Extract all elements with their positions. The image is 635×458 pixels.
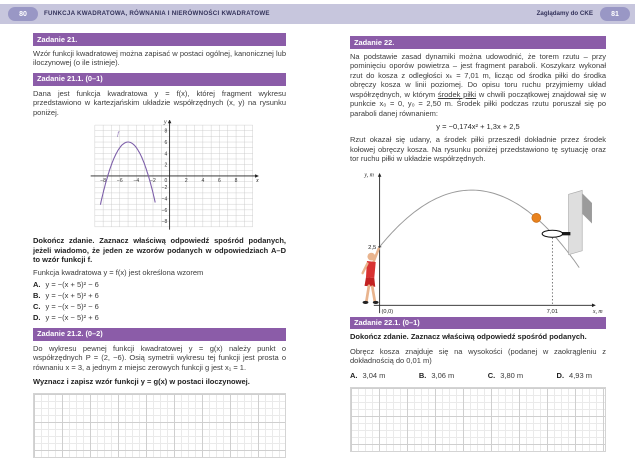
choice-a-label: A. [33,280,41,290]
task-22-intro [350,52,606,119]
svg-text:−8: −8 [100,178,107,185]
task-22-intro-underlined: środek piłki [437,89,477,99]
task-22-intro-2: w chwili początkowej znajdował się w punkcie x₀ = 0, y₀ = 2,50 m. Środek piłki podczas rzutu poruszał się po paraboli danej równaniem: [350,89,607,118]
svg-text:2: 2 [184,178,188,185]
svg-text:4: 4 [201,178,205,185]
svg-text:2: 2 [164,162,168,169]
task-21-1-banner: Zadanie 21.1. (0–1) [33,73,286,86]
task-21-2-banner: Zadanie 21.2. (0–2) [33,328,286,341]
choice-d-label: D. [33,313,41,323]
choice-d-text: 4,93 m [569,371,592,380]
svg-text:−8: −8 [161,219,168,226]
function-graph-svg [89,120,261,234]
task-22-1-stem: Obręcz kosza znajduje się na wysokości (podanej w zaokrągleniu z dokładnością do 0,01 m) [350,346,606,366]
choice-b-label: B. [33,291,41,301]
task-22-intro-1: Na podstawie zasad dynamiki można udowodnić, że torem rzutu – przy pominięciu oporów powietrza – jest fragment paraboli. Koszykarz wykonał rzut do kosza z odległości xₖ = 7,01 m, licząc od środka piłki do środka obręczy kosza w linii poziomej. Do opisu toru ruchu przyjmiemy układ współrzędnych, w którym [350,51,606,99]
choice-d-label: D. [556,371,565,380]
task-21-intro: Wzór funkcji kwadratowej można zapisać w postaci ogólnej, kanonicznej lub iloczynowej (o ile istnieje). [33,48,286,68]
choice-a-text: 3,04 m [362,371,386,380]
choice-d [33,313,286,323]
choice-a-text: y = −(x + 5)² − 6 [45,280,99,290]
svg-text:8: 8 [234,178,238,185]
function-graph [89,120,261,234]
right-page-number: 81 [611,10,619,18]
choice-b-text: y = −(x + 5)² + 6 [45,291,99,301]
svg-text:y, m: y, m [364,172,374,179]
choice-d-text: y = −(x − 5)² + 6 [45,313,99,323]
svg-text:0: 0 [164,178,168,185]
right-page-number-badge [600,7,630,21]
throw-figure [350,167,606,317]
svg-text:−2: −2 [150,178,156,185]
choice-b-label: B. [418,371,427,380]
answer-grid-left [33,393,286,458]
left-page-number: 80 [19,10,27,18]
right-page [350,36,606,452]
svg-text:8: 8 [164,129,168,136]
svg-text:x, m: x, m [592,308,603,315]
choice-b [419,371,454,381]
choice-a-label: A. [350,371,358,380]
answer-grid-right [350,387,606,452]
choice-c [33,302,286,312]
svg-text:x: x [256,178,259,185]
task-21-1-instruction: Dokończ zdanie. Zaznacz właściwą odpowiedź spośród podanych, jeżeli wiadomo, że jeden ze wzorów podanych w odpowiedziach A–D to wzór funkcji f. [33,236,286,265]
choice-c-label: C. [487,371,496,380]
svg-text:(0,0): (0,0) [381,308,394,315]
svg-text:6: 6 [218,178,221,185]
svg-text:6: 6 [164,140,168,147]
svg-text:−4: −4 [161,196,168,203]
svg-text:−4: −4 [133,178,140,185]
task-21-1-choices [33,280,286,323]
svg-text:y: y [163,120,167,127]
choice-c-text: 3,80 m [500,371,524,380]
task-21-2-instruction: Wyznacz i zapisz wzór funkcji y = g(x) w postaci iloczynowej. [33,377,250,387]
svg-text:4: 4 [164,151,168,158]
svg-text:−6: −6 [116,178,123,185]
task-21-1-stem: Funkcja kwadratowa y = f(x) jest określona wzorem [33,267,204,277]
choice-c-text: y = −(x − 5)² − 6 [45,302,99,312]
task-22-1-choices [350,371,606,381]
svg-text:2,5: 2,5 [368,244,377,251]
choice-a [350,371,385,381]
choice-b-text: 3,06 m [431,371,455,380]
task-21-2-intro: Do wykresu pewnej funkcji kwadratowej y = g(x) należy punkt o współrzędnych P = (2, −6). Osią symetrii wykresu tej funkcji jest prosta o równaniu x = 3, a jednym z miejsc zerowych funkcji g jest x₁ = 1. [33,343,286,372]
left-page [33,33,286,458]
throw-figure-svg [350,167,606,317]
left-page-number-badge [8,7,38,21]
task-22-banner: Zadanie 22. [350,36,606,49]
choice-b [33,291,286,301]
task-22-1-instruction: Dokończ zdanie. Zaznacz właściwą odpowiedź spośród podanych. [350,332,587,342]
trajectory-equation: y = −0,174x² + 1,3x + 2,5 [436,121,520,131]
choice-c [488,371,523,381]
svg-text:−6: −6 [161,208,168,215]
choice-a [33,280,286,290]
svg-text:7,01: 7,01 [546,308,559,315]
task-21-1-intro: Dana jest funkcja kwadratowa y = f(x), której fragment wykresu przedstawiono w kartezjańskim układzie współrzędnych (x, y) na rysunku poniżej. [33,88,286,117]
choice-c-label: C. [33,302,41,312]
svg-text:−2: −2 [161,185,168,192]
task-22-1-banner: Zadanie 22.1. (0–1) [350,317,606,330]
player-illustration [363,248,379,303]
task-21-banner: Zadanie 21. [33,33,286,46]
section-title: Zaglądamy do CKE [536,10,593,17]
task-22-after-equation: Rzut okazał się udany, a środek piłki przeszedł dokładnie przez środek kołowej obręczy kosza. Na rysunku poniżej przedstawiono tę sytuację oraz tor ruchu piłki w układzie współrzędnych. [350,135,606,164]
choice-d [557,371,592,381]
svg-text:f: f [117,130,119,138]
chapter-title: FUNKCJA KWADRATOWA, RÓWNANIA I NIERÓWNOŚCI KWADRATOWE [44,10,270,17]
